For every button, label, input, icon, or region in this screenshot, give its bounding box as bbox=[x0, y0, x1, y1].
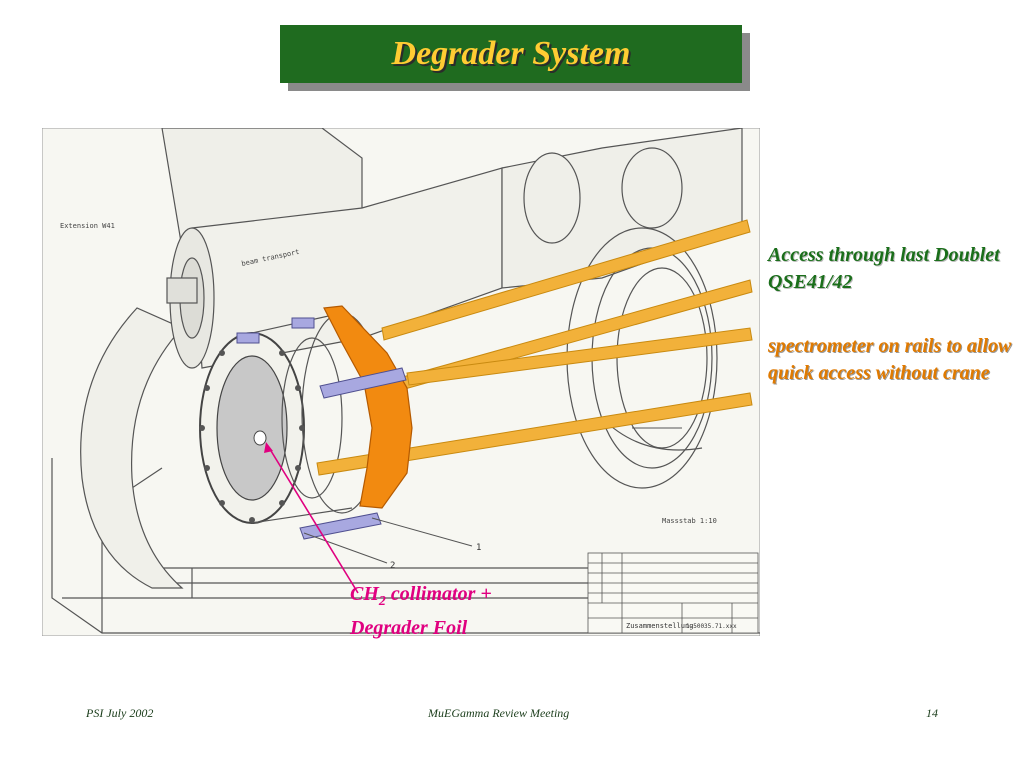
slide-title: Degrader System bbox=[391, 35, 631, 72]
footer-date: PSI July 2002 bbox=[86, 706, 154, 720]
title-block bbox=[588, 553, 758, 633]
callout-line2: Degrader Foil bbox=[350, 617, 468, 639]
title-block-number: 1-50035.71.xxx bbox=[686, 623, 737, 630]
note-access: Access through last Doublet QSE41/42 bbox=[768, 244, 1000, 293]
part-label-2: 2 bbox=[390, 561, 396, 571]
footer-page-number: 14 bbox=[926, 706, 938, 720]
degrader-foil bbox=[217, 356, 287, 500]
degrader-flange bbox=[199, 333, 305, 523]
callout-line1: collimator + bbox=[385, 583, 492, 605]
drawing-label-left: Extension W41 bbox=[60, 222, 115, 230]
title-block-name: Zusammenstellung bbox=[626, 622, 694, 630]
title-box bbox=[280, 25, 742, 83]
drawing-label-top: beam transport bbox=[240, 247, 301, 268]
technical-drawing bbox=[42, 128, 760, 636]
callout-subscript: 2 bbox=[378, 594, 386, 609]
callout-label bbox=[350, 581, 492, 642]
note-spectrometer: spectrometer on rails to allow quick access without crane bbox=[768, 335, 1012, 384]
callout-prefix: CH bbox=[350, 583, 379, 605]
part-label-1: 1 bbox=[476, 543, 482, 553]
footer-meeting: MuEGamma Review Meeting bbox=[428, 706, 570, 720]
drawing-label-right: Massstab 1:10 bbox=[662, 517, 717, 525]
